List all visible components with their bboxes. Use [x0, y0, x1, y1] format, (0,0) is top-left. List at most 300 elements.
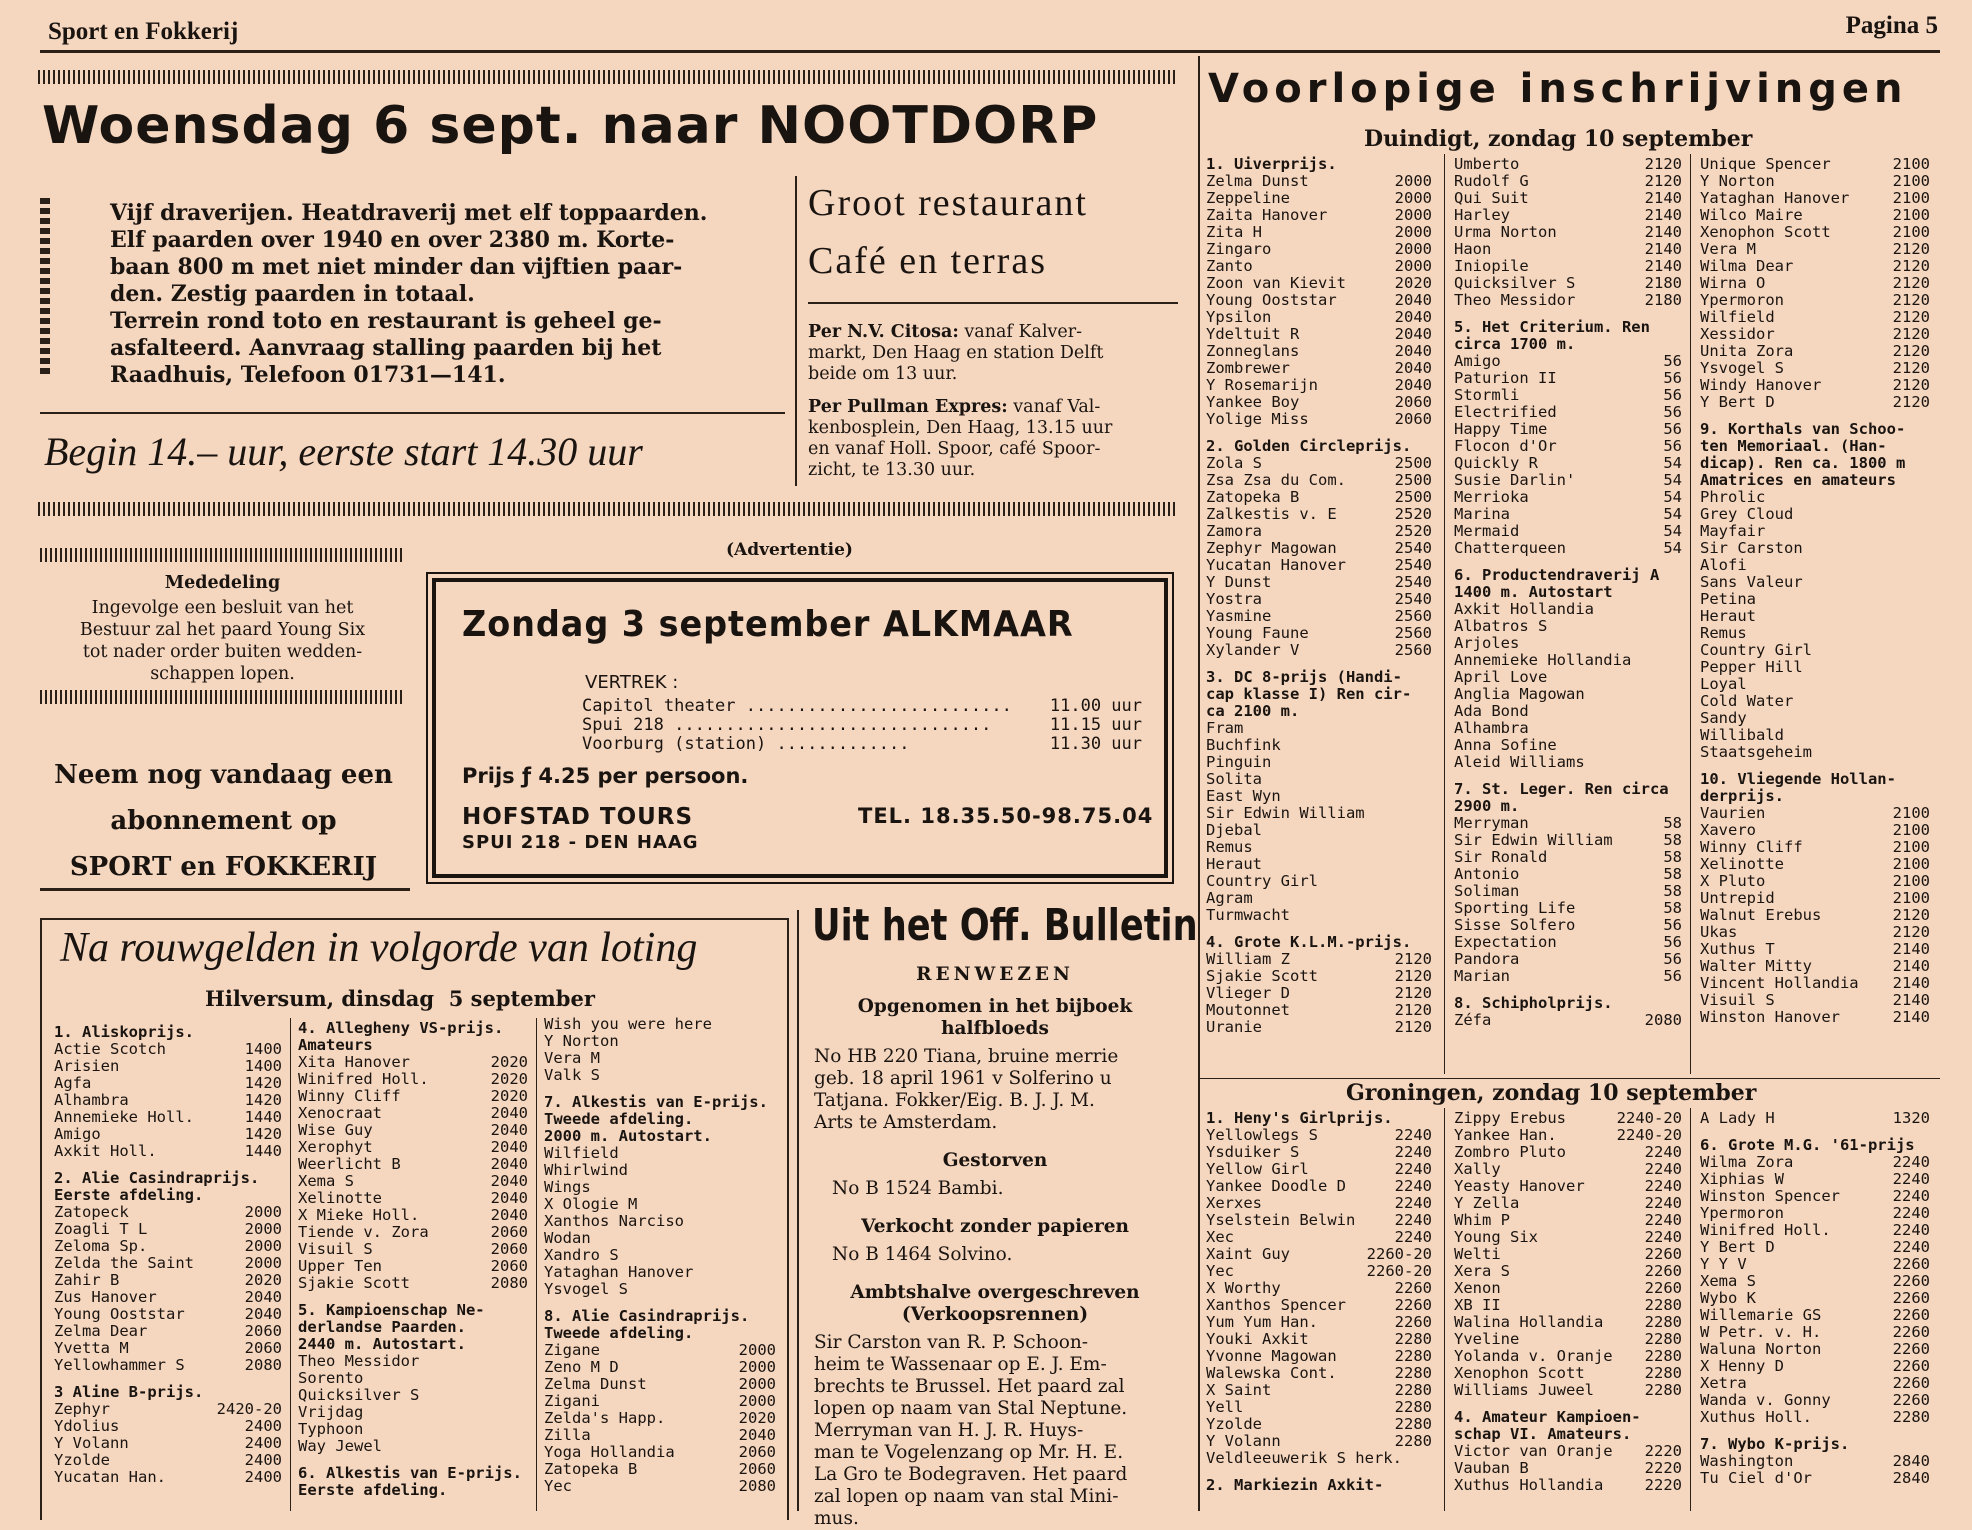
horse-name: Xavero	[1700, 821, 1756, 839]
horse-entry	[1454, 241, 1682, 258]
horse-name: Aleid Williams	[1454, 753, 1585, 771]
horse-entry	[544, 1162, 776, 1179]
horse-entry	[54, 1272, 282, 1289]
groningen-divider-2	[1690, 1108, 1691, 1511]
horse-name: Xelinotte	[1700, 855, 1784, 873]
bus-info: Per N.V. Citosa: vanaf Kalver- markt, Den Haag en station Delft beide om 13 uur. Per Pullman Expres: vanaf Val- kenbosplein, Den Haag, 13.15 uur en vanaf Holl. Spoor, café Spoor- zicht, te 13.30 uur.	[808, 322, 1113, 480]
horse-distance: 2260-20	[1366, 1262, 1432, 1280]
horse-distance: 2260	[1644, 1262, 1682, 1280]
horse-entry	[1206, 1246, 1432, 1263]
horse-entry	[298, 1224, 528, 1241]
horse-entry	[544, 1478, 776, 1495]
horse-distance: 2140	[1892, 974, 1930, 992]
horse-distance: 2000	[1394, 240, 1432, 258]
horse-entry	[1700, 1188, 1930, 1205]
horse-entry	[1206, 1331, 1432, 1348]
horse-entry	[54, 1306, 282, 1323]
horse-entry	[1206, 1416, 1432, 1433]
horse-name: Y Y V	[1700, 1255, 1747, 1273]
horse-entry	[1206, 822, 1432, 839]
horse-name: Typhoon	[298, 1420, 364, 1438]
horse-distance: 2140	[1644, 257, 1682, 275]
horse-entry	[1454, 1195, 1682, 1212]
horse-entry	[1700, 292, 1930, 309]
horse-entry	[1700, 275, 1930, 292]
horse-name: Quickly R	[1454, 454, 1538, 472]
horse-entry	[54, 1126, 282, 1143]
horse-entry	[1700, 941, 1930, 958]
horse-name: Y Zella	[1454, 1194, 1520, 1212]
horse-entry	[1454, 1314, 1682, 1331]
hofstad-address: SPUI 218 - DEN HAAG	[462, 832, 699, 853]
horse-entry	[1454, 832, 1682, 849]
horse-name: Ysvogel S	[544, 1280, 628, 1298]
horse-name: Annemieke Holl.	[54, 1108, 194, 1126]
horse-distance: 2240	[1394, 1160, 1432, 1178]
horse-distance: 54	[1663, 454, 1682, 472]
horse-name: Yoga Hollandia	[544, 1443, 675, 1461]
horse-name: Wirna O	[1700, 274, 1766, 292]
horse-distance: 2180	[1644, 291, 1682, 309]
horse-name: Soliman	[1454, 882, 1520, 900]
horse-name: Sorento	[298, 1369, 364, 1387]
horse-entry	[1700, 856, 1930, 873]
horse-entry	[1700, 625, 1930, 642]
horse-distance: 2500	[1394, 471, 1432, 489]
horse-name: Turmwacht	[1206, 906, 1290, 924]
horse-entry	[1454, 224, 1682, 241]
horse-entry	[298, 1387, 528, 1404]
horse-name: Ydolius	[54, 1417, 120, 1435]
horse-entry	[1700, 309, 1930, 326]
horse-distance: 1440	[244, 1108, 282, 1126]
horse-distance: 1440	[244, 1142, 282, 1160]
horse-entry	[1206, 540, 1432, 557]
horse-distance: 2840	[1892, 1452, 1930, 1470]
horse-name: Walina Hollandia	[1454, 1313, 1604, 1331]
race-heading: 6. Grote M.G. '61-prijs	[1700, 1136, 1915, 1154]
horse-name: Zephyr Magowan	[1206, 539, 1337, 557]
horse-distance: 2240	[1394, 1126, 1432, 1144]
horse-name: XB II	[1454, 1296, 1501, 1314]
horse-entry	[1206, 1002, 1432, 1019]
horse-entry	[1700, 591, 1930, 608]
horse-entry	[1206, 608, 1432, 625]
horse-name: Zola S	[1206, 454, 1262, 472]
horse-distance: 56	[1663, 916, 1682, 934]
horse-name: Zelma Dunst	[1206, 172, 1309, 190]
horse-entry	[1700, 489, 1930, 506]
horse-name: Sjakie Scott	[1206, 967, 1318, 985]
duindigt-divider-1	[1444, 154, 1445, 1074]
horse-name: Victor van Oranje	[1454, 1442, 1613, 1460]
horse-entry	[54, 1204, 282, 1221]
horse-name: Ypermoron	[1700, 291, 1784, 309]
horse-entry	[298, 1173, 528, 1190]
horse-entry	[544, 1359, 776, 1376]
horse-entry	[1454, 754, 1682, 771]
horse-name: Way Jewel	[298, 1437, 382, 1455]
horse-entry	[1206, 1382, 1432, 1399]
horse-entry	[1454, 1443, 1682, 1460]
horse-entry	[1206, 506, 1432, 523]
horse-distance: 2240-20	[1616, 1109, 1682, 1127]
horse-name: Zoon van Kievit	[1206, 274, 1346, 292]
horse-distance: 2260	[1394, 1296, 1432, 1314]
horse-name: Urma Norton	[1454, 223, 1557, 241]
horse-name: Zonneglans	[1206, 342, 1300, 360]
abonnement-rule	[40, 888, 410, 891]
horse-entry	[1206, 1365, 1432, 1382]
horse-entry	[544, 1230, 776, 1247]
horse-name: Young Six	[1454, 1228, 1538, 1246]
horse-distance: 2500	[1394, 488, 1432, 506]
horse-entry	[1454, 866, 1682, 883]
horse-entry	[1206, 839, 1432, 856]
horse-distance: 2420-20	[216, 1400, 282, 1418]
race-heading: 7. Wybo K-prijs.	[1700, 1435, 1850, 1453]
horse-entry	[1206, 343, 1432, 360]
horse-entry	[1700, 693, 1930, 710]
horse-distance: 54	[1663, 488, 1682, 506]
horse-entry	[1454, 1229, 1682, 1246]
horse-distance: 2020	[490, 1070, 528, 1088]
horse-distance: 2040	[490, 1121, 528, 1139]
nootdorp-title: Woensdag 6 sept. naar NOOTDORP	[42, 96, 1099, 156]
horse-entry	[1700, 377, 1930, 394]
horse-distance: 56	[1663, 933, 1682, 951]
horse-name: Yec	[1206, 1262, 1234, 1280]
horse-distance: 2080	[738, 1477, 776, 1495]
horse-name: Zeno M D	[544, 1358, 619, 1376]
horse-name: Xema S	[298, 1172, 354, 1190]
horse-entry	[1700, 1256, 1930, 1273]
duindigt-col-1	[1206, 156, 1432, 1036]
horse-entry	[1454, 1263, 1682, 1280]
horse-distance: 2040	[1394, 376, 1432, 394]
horse-entry	[1206, 1263, 1432, 1280]
race-heading: 6. Productendraverij A 1400 m. Autostart	[1454, 566, 1660, 601]
horse-distance: 2120	[1892, 342, 1930, 360]
horse-distance: 2280	[1892, 1408, 1930, 1426]
horse-entry	[1454, 353, 1682, 370]
horse-distance: 2280	[1644, 1330, 1682, 1348]
horse-distance: 2280	[1644, 1381, 1682, 1399]
horse-entry	[1206, 873, 1432, 890]
horse-entry	[1206, 173, 1432, 190]
horse-name: Zsa Zsa du Com.	[1206, 471, 1346, 489]
advertentie-tag: (Advertentie)	[726, 540, 853, 560]
horse-name: Ydeltuit R	[1206, 325, 1300, 343]
horse-entry	[1700, 1273, 1930, 1290]
rouwgelden-divider-2	[536, 1018, 537, 1511]
duindigt-divider-2	[1690, 154, 1691, 1074]
horse-entry	[544, 1145, 776, 1162]
horse-name: Xema S	[1700, 1272, 1756, 1290]
horse-distance: 2560	[1394, 607, 1432, 625]
horse-distance: 2060	[738, 1460, 776, 1478]
horse-name: Xetra	[1700, 1374, 1747, 1392]
horse-entry	[54, 1255, 282, 1272]
horse-entry	[1206, 241, 1432, 258]
horse-name: Yellowlegs S	[1206, 1126, 1318, 1144]
horse-name: Uranie	[1206, 1018, 1262, 1036]
horse-entry	[1206, 985, 1432, 1002]
horse-name: Welti	[1454, 1245, 1501, 1263]
horse-name: Xiphias W	[1700, 1170, 1784, 1188]
horse-entry	[298, 1122, 528, 1139]
horse-name: Yell	[1206, 1398, 1244, 1416]
horse-name: Washington	[1700, 1452, 1794, 1470]
horse-name: Zelda the Saint	[54, 1254, 194, 1272]
horse-entry	[1206, 1314, 1432, 1331]
horse-entry	[1206, 788, 1432, 805]
horse-distance: 2000	[738, 1392, 776, 1410]
horse-entry	[54, 1469, 282, 1486]
horse-name: Xenophon Scott	[1454, 1364, 1585, 1382]
horse-entry	[1700, 190, 1930, 207]
horse-distance: 2240	[1644, 1177, 1682, 1195]
horse-distance: 2240	[1892, 1187, 1930, 1205]
horse-name: Annemieke Hollandia	[1454, 651, 1632, 669]
horse-entry	[1454, 258, 1682, 275]
horse-entry	[1700, 710, 1930, 727]
horse-name: Ysduiker S	[1206, 1143, 1300, 1161]
horse-name: East Wyn	[1206, 787, 1281, 805]
horse-distance: 58	[1663, 899, 1682, 917]
horse-name: Vincent Hollandia	[1700, 974, 1859, 992]
horse-entry	[1454, 506, 1682, 523]
horse-name: Ypsilon	[1206, 308, 1272, 326]
horse-distance: 2020	[490, 1053, 528, 1071]
horse-entry	[544, 1427, 776, 1444]
horse-name: Yellow Girl	[1206, 1160, 1309, 1178]
horse-distance: 2060	[490, 1257, 528, 1275]
horse-name: Ysvogel S	[1700, 359, 1784, 377]
horse-entry	[1454, 421, 1682, 438]
horse-entry	[1206, 805, 1432, 822]
horse-name: X Saint	[1206, 1381, 1272, 1399]
horse-name: Yzolde	[1206, 1415, 1262, 1433]
horse-name: Whim P	[1454, 1211, 1510, 1229]
horse-name: Zanto	[1206, 257, 1253, 275]
alkmaar-price: Prijs ƒ 4.25 per persoon.	[462, 764, 749, 788]
horse-entry	[1454, 156, 1682, 173]
horse-entry	[1700, 1324, 1930, 1341]
horse-entry	[1700, 992, 1930, 1009]
horse-name: Xylander V	[1206, 641, 1300, 659]
horse-distance: 2260	[1892, 1391, 1930, 1409]
horse-name: Xenophon Scott	[1700, 223, 1831, 241]
horse-distance: 2060	[1394, 393, 1432, 411]
horse-entry	[1700, 574, 1930, 591]
horse-entry	[1454, 275, 1682, 292]
horse-distance: 2100	[1892, 804, 1930, 822]
horse-name: Xally	[1454, 1160, 1501, 1178]
horse-entry	[544, 1033, 776, 1050]
race-heading: 6. Alkestis van E-prijs. Eerste afdeling.	[298, 1464, 522, 1499]
horse-distance: 2100	[1892, 189, 1930, 207]
horse-entry	[1206, 907, 1432, 924]
horse-entry	[1700, 822, 1930, 839]
horse-distance: 56	[1663, 437, 1682, 455]
horse-name: Yum Yum Han.	[1206, 1313, 1318, 1331]
horse-name: Zelma Dunst	[544, 1375, 647, 1393]
horse-entry	[1454, 737, 1682, 754]
horse-name: Y Rosemarijn	[1206, 376, 1318, 394]
horse-distance: 2240	[1644, 1160, 1682, 1178]
horse-entry	[1206, 207, 1432, 224]
horse-distance: 2020	[244, 1271, 282, 1289]
horse-name: Young Ooststar	[54, 1305, 185, 1323]
bulletin-divider	[797, 910, 799, 1511]
horse-name: Sandy	[1700, 709, 1747, 727]
horse-name: Zatopeka B	[544, 1460, 638, 1478]
horse-entry	[1206, 411, 1432, 428]
horse-distance: 2120	[1892, 393, 1930, 411]
race-heading: 4. Amateur Kampioen- schap VI. Amateurs.	[1454, 1408, 1641, 1443]
horse-entry	[54, 1041, 282, 1058]
horse-entry	[1454, 686, 1682, 703]
horse-name: Paturion II	[1454, 369, 1557, 387]
horse-name: Zus Hanover	[54, 1288, 157, 1306]
horse-entry	[1454, 900, 1682, 917]
horse-name: Yolanda v. Oranje	[1454, 1347, 1613, 1365]
horse-distance: 2240	[1394, 1177, 1432, 1195]
horse-name: Marina	[1454, 505, 1510, 523]
horse-entry	[54, 1109, 282, 1126]
horse-entry	[1700, 258, 1930, 275]
horse-distance: 56	[1663, 403, 1682, 421]
horse-name: Chatterqueen	[1454, 539, 1566, 557]
horse-name: Zoagli T L	[54, 1220, 148, 1238]
horse-name: W Petr. v. H.	[1700, 1323, 1822, 1341]
horse-distance: 2040	[1394, 291, 1432, 309]
horse-name: Yvetta M	[54, 1339, 129, 1357]
horse-distance: 2260	[1394, 1313, 1432, 1331]
horse-distance: 2840	[1892, 1469, 1930, 1487]
horse-entry	[1700, 924, 1930, 941]
horse-name: Zombro Pluto	[1454, 1143, 1566, 1161]
renwezen-label: RENWEZEN	[916, 964, 1074, 985]
horse-entry	[544, 1196, 776, 1213]
horse-distance: 2240	[1644, 1194, 1682, 1212]
horse-distance: 2040	[490, 1172, 528, 1190]
rouwgelden-title: Na rouwgelden in volgorde van loting	[60, 925, 698, 971]
horse-entry	[1700, 975, 1930, 992]
horse-entry	[544, 1264, 776, 1281]
horse-distance: 2260	[1892, 1289, 1930, 1307]
horse-entry	[544, 1281, 776, 1298]
horse-distance: 1320	[1892, 1109, 1930, 1127]
horse-distance: 2120	[1892, 359, 1930, 377]
horse-entry	[1206, 1144, 1432, 1161]
horse-entry	[1454, 404, 1682, 421]
horse-distance: 2040	[1394, 325, 1432, 343]
horse-distance: 2560	[1394, 641, 1432, 659]
race-heading: 1. Aliskoprijs.	[54, 1023, 194, 1041]
horse-distance: 2000	[244, 1203, 282, 1221]
horse-distance: 2120	[1644, 155, 1682, 173]
race-heading: 3 Aline B-prijs.	[54, 1383, 204, 1401]
horse-distance: 2280	[1644, 1347, 1682, 1365]
horse-entry	[1454, 387, 1682, 404]
horse-distance: 2140	[1644, 189, 1682, 207]
horse-entry	[1206, 771, 1432, 788]
horse-name: Weerlicht B	[298, 1155, 401, 1173]
horse-name: Xenocraat	[298, 1104, 382, 1122]
horse-distance: 2120	[1394, 967, 1432, 985]
horse-distance: 2540	[1394, 590, 1432, 608]
horse-entry	[1454, 720, 1682, 737]
horse-entry	[1454, 618, 1682, 635]
horse-entry	[298, 1258, 528, 1275]
horse-name: Antonio	[1454, 865, 1520, 883]
horse-distance: 2240	[1892, 1153, 1930, 1171]
horse-name: Arisien	[54, 1057, 120, 1075]
horse-name: Zeppeline	[1206, 189, 1290, 207]
horse-entry	[1700, 506, 1930, 523]
horse-entry	[1454, 292, 1682, 309]
horse-entry	[1700, 873, 1930, 890]
horse-distance: 2140	[1892, 991, 1930, 1009]
horse-name: Yselstein Belwin	[1206, 1211, 1356, 1229]
horse-name: X Henny D	[1700, 1357, 1784, 1375]
horse-name: Theo Messidor	[1454, 291, 1576, 309]
horse-entry	[1700, 1307, 1930, 1324]
horse-name: Wilfield	[544, 1144, 619, 1162]
horse-name: X Ologie M	[544, 1195, 638, 1213]
horse-name: Expectation	[1454, 933, 1557, 951]
mededeling-border-top	[40, 548, 405, 562]
horse-distance: 54	[1663, 522, 1682, 540]
horse-distance: 2000	[1394, 206, 1432, 224]
horse-name: Susie Darlin'	[1454, 471, 1576, 489]
page-number: Pagina 5	[1845, 12, 1938, 39]
horse-entry	[1700, 1392, 1930, 1409]
section-name: Sport en Fokkerij	[48, 18, 239, 45]
horse-name: Xuthus Hollandia	[1454, 1476, 1604, 1494]
horse-entry	[1454, 370, 1682, 387]
horse-name: Xuthus Holl.	[1700, 1408, 1812, 1426]
horse-distance: 2140	[1644, 206, 1682, 224]
horse-entry	[1206, 394, 1432, 411]
horse-entry	[1454, 1348, 1682, 1365]
groningen-divider-1	[1444, 1108, 1445, 1511]
horse-name: Ada Bond	[1454, 702, 1529, 720]
horse-entry	[1454, 635, 1682, 652]
horse-entry	[1454, 703, 1682, 720]
horse-name: Whirlwind	[544, 1161, 628, 1179]
horse-name: Zahir B	[54, 1271, 120, 1289]
horse-name: Merrioka	[1454, 488, 1529, 506]
horse-name: Yzolde	[54, 1451, 110, 1469]
horse-name: Ukas	[1700, 923, 1738, 941]
horse-distance: 2120	[1394, 1001, 1432, 1019]
horse-entry	[1454, 455, 1682, 472]
horse-entry	[1206, 720, 1432, 737]
hofstad-phone: TEL. 18.35.50-98.75.04	[858, 804, 1154, 828]
horse-name: Vera M	[544, 1049, 600, 1067]
horse-name: Williams Juweel	[1454, 1381, 1594, 1399]
horse-entry	[1454, 1012, 1682, 1029]
horse-distance: 2100	[1892, 855, 1930, 873]
horse-entry	[1700, 727, 1930, 744]
horse-name: Amigo	[1454, 352, 1501, 370]
horse-name: Zigani	[544, 1392, 600, 1410]
horse-entry	[1454, 652, 1682, 669]
horse-name: Yostra	[1206, 590, 1262, 608]
